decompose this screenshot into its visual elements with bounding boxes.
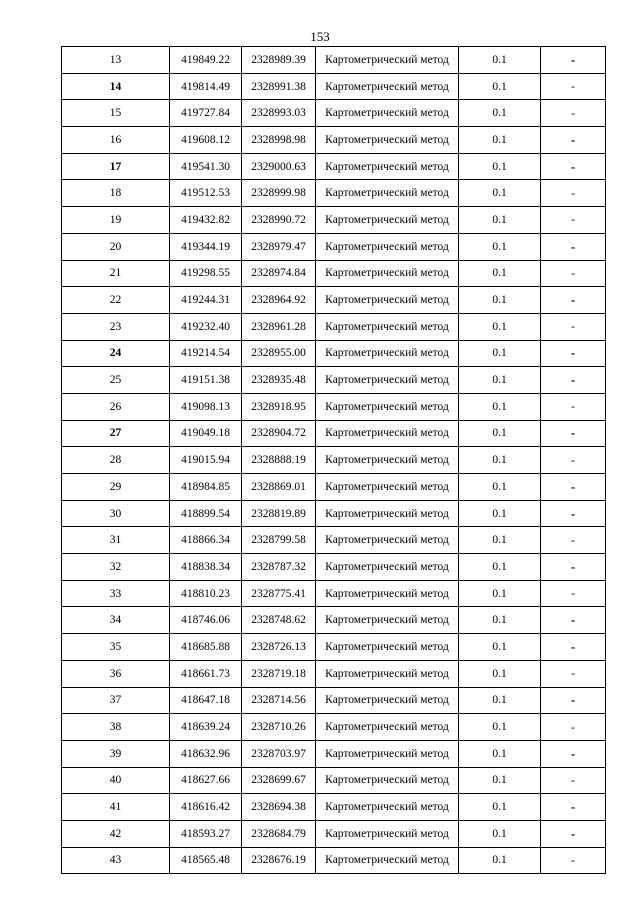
y-coordinate-cell: 2328726.13	[242, 634, 316, 661]
x-coordinate-cell: 418639.24	[170, 714, 242, 741]
method-cell: Картометрический метод	[316, 260, 459, 287]
table-row	[62, 340, 606, 367]
mark-cell: -	[541, 634, 606, 661]
y-coordinate-cell: 2328694.38	[242, 794, 316, 821]
point-number-cell: 14	[62, 73, 170, 100]
table-row	[62, 607, 606, 634]
y-coordinate-cell: 2328775.41	[242, 580, 316, 607]
accuracy-cell: 0.1	[459, 73, 541, 100]
x-coordinate-cell: 418746.06	[170, 607, 242, 634]
point-number-cell: 41	[62, 794, 170, 821]
point-number-cell: 34	[62, 607, 170, 634]
method-cell: Картометрический метод	[316, 420, 459, 447]
y-coordinate-cell: 2328991.38	[242, 73, 316, 100]
method-cell: Картометрический метод	[316, 607, 459, 634]
mark-cell: -	[541, 47, 606, 74]
mark-cell: -	[541, 420, 606, 447]
y-coordinate-cell: 2328918.95	[242, 393, 316, 420]
x-coordinate-cell: 418647.18	[170, 687, 242, 714]
accuracy-cell: 0.1	[459, 474, 541, 501]
table-body	[62, 47, 606, 874]
table-row	[62, 100, 606, 127]
point-number-cell: 22	[62, 287, 170, 314]
point-number-cell: 24	[62, 340, 170, 367]
accuracy-cell: 0.1	[459, 660, 541, 687]
x-coordinate-cell: 418899.54	[170, 500, 242, 527]
x-coordinate-cell: 418593.27	[170, 820, 242, 847]
table-row	[62, 527, 606, 554]
mark-cell: -	[541, 127, 606, 154]
mark-cell: -	[541, 794, 606, 821]
accuracy-cell: 0.1	[459, 47, 541, 74]
point-number-cell: 39	[62, 740, 170, 767]
point-number-cell: 31	[62, 527, 170, 554]
accuracy-cell: 0.1	[459, 634, 541, 661]
method-cell: Картометрический метод	[316, 500, 459, 527]
point-number-cell: 15	[62, 100, 170, 127]
mark-cell: -	[541, 500, 606, 527]
point-number-cell: 25	[62, 367, 170, 394]
accuracy-cell: 0.1	[459, 607, 541, 634]
x-coordinate-cell: 419512.53	[170, 180, 242, 207]
x-coordinate-cell: 419432.82	[170, 207, 242, 234]
y-coordinate-cell: 2328993.03	[242, 100, 316, 127]
mark-cell: -	[541, 340, 606, 367]
accuracy-cell: 0.1	[459, 207, 541, 234]
x-coordinate-cell: 418838.34	[170, 554, 242, 581]
y-coordinate-cell: 2328990.72	[242, 207, 316, 234]
method-cell: Картометрический метод	[316, 634, 459, 661]
mark-cell: -	[541, 233, 606, 260]
mark-cell: -	[541, 100, 606, 127]
mark-cell: -	[541, 820, 606, 847]
method-cell: Картометрический метод	[316, 180, 459, 207]
y-coordinate-cell: 2328787.32	[242, 554, 316, 581]
table-row	[62, 393, 606, 420]
x-coordinate-cell: 418866.34	[170, 527, 242, 554]
accuracy-cell: 0.1	[459, 180, 541, 207]
mark-cell: -	[541, 73, 606, 100]
table-row	[62, 127, 606, 154]
accuracy-cell: 0.1	[459, 687, 541, 714]
x-coordinate-cell: 419214.54	[170, 340, 242, 367]
table-row	[62, 714, 606, 741]
method-cell: Картометрический метод	[316, 73, 459, 100]
accuracy-cell: 0.1	[459, 767, 541, 794]
accuracy-cell: 0.1	[459, 740, 541, 767]
x-coordinate-cell: 419232.40	[170, 313, 242, 340]
point-number-cell: 18	[62, 180, 170, 207]
mark-cell: -	[541, 207, 606, 234]
point-number-cell: 33	[62, 580, 170, 607]
table-row	[62, 634, 606, 661]
y-coordinate-cell: 2328799.58	[242, 527, 316, 554]
accuracy-cell: 0.1	[459, 794, 541, 821]
y-coordinate-cell: 2328999.98	[242, 180, 316, 207]
mark-cell: -	[541, 767, 606, 794]
method-cell: Картометрический метод	[316, 580, 459, 607]
table-row	[62, 500, 606, 527]
mark-cell: -	[541, 607, 606, 634]
point-number-cell: 43	[62, 847, 170, 874]
mark-cell: -	[541, 393, 606, 420]
table-row	[62, 420, 606, 447]
method-cell: Картометрический метод	[316, 127, 459, 154]
y-coordinate-cell: 2328676.19	[242, 847, 316, 874]
page-number: 153	[310, 29, 330, 44]
accuracy-cell: 0.1	[459, 847, 541, 874]
mark-cell: -	[541, 313, 606, 340]
method-cell: Картометрический метод	[316, 767, 459, 794]
mark-cell: -	[541, 847, 606, 874]
method-cell: Картометрический метод	[316, 287, 459, 314]
y-coordinate-cell: 2328719.18	[242, 660, 316, 687]
method-cell: Картометрический метод	[316, 207, 459, 234]
accuracy-cell: 0.1	[459, 260, 541, 287]
table-row	[62, 820, 606, 847]
method-cell: Картометрический метод	[316, 474, 459, 501]
x-coordinate-cell: 419015.94	[170, 447, 242, 474]
table-row	[62, 313, 606, 340]
x-coordinate-cell: 418632.96	[170, 740, 242, 767]
table-row	[62, 740, 606, 767]
method-cell: Картометрический метод	[316, 554, 459, 581]
table-row	[62, 180, 606, 207]
x-coordinate-cell: 419098.13	[170, 393, 242, 420]
table-row	[62, 447, 606, 474]
method-cell: Картометрический метод	[316, 794, 459, 821]
method-cell: Картометрический метод	[316, 100, 459, 127]
accuracy-cell: 0.1	[459, 340, 541, 367]
y-coordinate-cell: 2328904.72	[242, 420, 316, 447]
x-coordinate-cell: 419298.55	[170, 260, 242, 287]
y-coordinate-cell: 2329000.63	[242, 153, 316, 180]
mark-cell: -	[541, 527, 606, 554]
table-row	[62, 554, 606, 581]
table-row	[62, 207, 606, 234]
mark-cell: -	[541, 580, 606, 607]
method-cell: Картометрический метод	[316, 527, 459, 554]
x-coordinate-cell: 418661.73	[170, 660, 242, 687]
method-cell: Картометрический метод	[316, 340, 459, 367]
table-row	[62, 660, 606, 687]
x-coordinate-cell: 418616.42	[170, 794, 242, 821]
method-cell: Картометрический метод	[316, 447, 459, 474]
y-coordinate-cell: 2328888.19	[242, 447, 316, 474]
accuracy-cell: 0.1	[459, 580, 541, 607]
table-row	[62, 474, 606, 501]
method-cell: Картометрический метод	[316, 847, 459, 874]
x-coordinate-cell: 419344.19	[170, 233, 242, 260]
mark-cell: -	[541, 474, 606, 501]
mark-cell: -	[541, 660, 606, 687]
y-coordinate-cell: 2328964.92	[242, 287, 316, 314]
y-coordinate-cell: 2328989.39	[242, 47, 316, 74]
table-row	[62, 47, 606, 74]
point-number-cell: 21	[62, 260, 170, 287]
x-coordinate-cell: 419049.18	[170, 420, 242, 447]
mark-cell: -	[541, 180, 606, 207]
y-coordinate-cell: 2328998.98	[242, 127, 316, 154]
x-coordinate-cell: 419244.31	[170, 287, 242, 314]
accuracy-cell: 0.1	[459, 313, 541, 340]
table-row	[62, 287, 606, 314]
table-row	[62, 767, 606, 794]
accuracy-cell: 0.1	[459, 500, 541, 527]
point-number-cell: 30	[62, 500, 170, 527]
mark-cell: -	[541, 367, 606, 394]
mark-cell: -	[541, 740, 606, 767]
mark-cell: -	[541, 554, 606, 581]
y-coordinate-cell: 2328955.00	[242, 340, 316, 367]
accuracy-cell: 0.1	[459, 820, 541, 847]
accuracy-cell: 0.1	[459, 287, 541, 314]
y-coordinate-cell: 2328974.84	[242, 260, 316, 287]
accuracy-cell: 0.1	[459, 714, 541, 741]
point-number-cell: 28	[62, 447, 170, 474]
method-cell: Картометрический метод	[316, 393, 459, 420]
point-number-cell: 19	[62, 207, 170, 234]
method-cell: Картометрический метод	[316, 687, 459, 714]
x-coordinate-cell: 419849.22	[170, 47, 242, 74]
accuracy-cell: 0.1	[459, 420, 541, 447]
y-coordinate-cell: 2328699.67	[242, 767, 316, 794]
accuracy-cell: 0.1	[459, 393, 541, 420]
method-cell: Картометрический метод	[316, 660, 459, 687]
x-coordinate-cell: 419727.84	[170, 100, 242, 127]
point-number-cell: 13	[62, 47, 170, 74]
point-number-cell: 27	[62, 420, 170, 447]
method-cell: Картометрический метод	[316, 367, 459, 394]
x-coordinate-cell: 419151.38	[170, 367, 242, 394]
y-coordinate-cell: 2328935.48	[242, 367, 316, 394]
method-cell: Картометрический метод	[316, 714, 459, 741]
x-coordinate-cell: 419608.12	[170, 127, 242, 154]
point-number-cell: 26	[62, 393, 170, 420]
x-coordinate-cell: 419541.30	[170, 153, 242, 180]
y-coordinate-cell: 2328979.47	[242, 233, 316, 260]
mark-cell: -	[541, 287, 606, 314]
x-coordinate-cell: 418810.23	[170, 580, 242, 607]
mark-cell: -	[541, 447, 606, 474]
point-number-cell: 17	[62, 153, 170, 180]
x-coordinate-cell: 418627.66	[170, 767, 242, 794]
y-coordinate-cell: 2328961.28	[242, 313, 316, 340]
method-cell: Картометрический метод	[316, 47, 459, 74]
y-coordinate-cell: 2328684.79	[242, 820, 316, 847]
x-coordinate-cell: 418984.85	[170, 474, 242, 501]
accuracy-cell: 0.1	[459, 554, 541, 581]
y-coordinate-cell: 2328819.89	[242, 500, 316, 527]
accuracy-cell: 0.1	[459, 100, 541, 127]
mark-cell: -	[541, 687, 606, 714]
accuracy-cell: 0.1	[459, 233, 541, 260]
accuracy-cell: 0.1	[459, 127, 541, 154]
table-row	[62, 153, 606, 180]
point-number-cell: 32	[62, 554, 170, 581]
y-coordinate-cell: 2328869.01	[242, 474, 316, 501]
point-number-cell: 16	[62, 127, 170, 154]
table-row	[62, 580, 606, 607]
accuracy-cell: 0.1	[459, 447, 541, 474]
point-number-cell: 37	[62, 687, 170, 714]
point-number-cell: 40	[62, 767, 170, 794]
y-coordinate-cell: 2328703.97	[242, 740, 316, 767]
table-row	[62, 233, 606, 260]
table-row	[62, 260, 606, 287]
method-cell: Картометрический метод	[316, 820, 459, 847]
point-number-cell: 36	[62, 660, 170, 687]
mark-cell: -	[541, 153, 606, 180]
point-number-cell: 29	[62, 474, 170, 501]
accuracy-cell: 0.1	[459, 527, 541, 554]
point-number-cell: 38	[62, 714, 170, 741]
table-row	[62, 73, 606, 100]
table-row	[62, 847, 606, 874]
x-coordinate-cell: 418685.88	[170, 634, 242, 661]
accuracy-cell: 0.1	[459, 153, 541, 180]
point-number-cell: 35	[62, 634, 170, 661]
x-coordinate-cell: 418565.48	[170, 847, 242, 874]
method-cell: Картометрический метод	[316, 313, 459, 340]
point-number-cell: 42	[62, 820, 170, 847]
table-row	[62, 687, 606, 714]
method-cell: Картометрический метод	[316, 740, 459, 767]
y-coordinate-cell: 2328748.62	[242, 607, 316, 634]
accuracy-cell: 0.1	[459, 367, 541, 394]
y-coordinate-cell: 2328714.56	[242, 687, 316, 714]
mark-cell: -	[541, 260, 606, 287]
mark-cell: -	[541, 714, 606, 741]
x-coordinate-cell: 419814.49	[170, 73, 242, 100]
method-cell: Картометрический метод	[316, 233, 459, 260]
point-number-cell: 20	[62, 233, 170, 260]
table-row	[62, 367, 606, 394]
y-coordinate-cell: 2328710.26	[242, 714, 316, 741]
coordinates-table	[61, 46, 606, 874]
table-row	[62, 794, 606, 821]
point-number-cell: 23	[62, 313, 170, 340]
method-cell: Картометрический метод	[316, 153, 459, 180]
